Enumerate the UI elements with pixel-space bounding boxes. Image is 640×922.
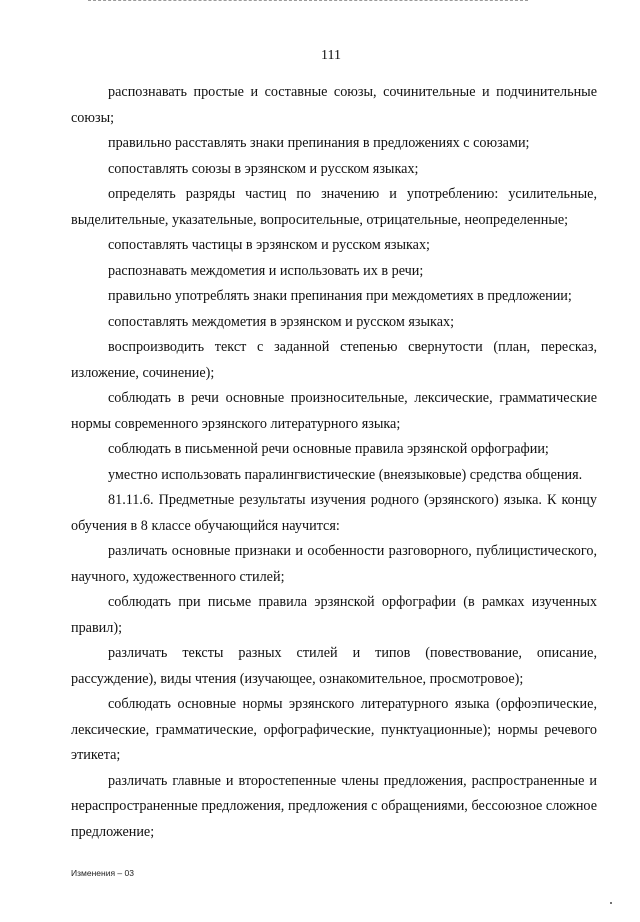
paragraph: различать основные признаки и особенности разговорного, публицистического, научного, художественного стилей; (71, 543, 597, 585)
paragraph: сопоставлять междометия в эрзянском и русском языках; (108, 313, 455, 330)
paragraph: уместно использовать паралингвистические (внеязыковые) средства общения. (108, 466, 583, 483)
footer-revision-note: Изменения – 03 (71, 868, 134, 878)
paragraph: соблюдать основные нормы эрзянского литературного языка (орфоэпические, лексические, грамматические, орфографические, пунктуационные); нормы речевого этикета; (71, 696, 597, 763)
paragraph: распознавать простые и составные союзы, сочинительные и подчинительные союзы; (71, 84, 597, 126)
section-paragraph: 81.11.6. Предметные результаты изучения родного (эрзянского) языка. К концу обучения в 8 классе обучающийся научится: (71, 492, 597, 534)
paragraph: различать главные и второстепенные члены предложения, распространенные и нераспространенные предложения, предложения с обращениями, бессоюзное сложное предложение; (71, 772, 597, 840)
paragraph: правильно употреблять знаки препинания при междометиях в предложении; (108, 288, 572, 304)
paragraph: воспроизводить текст с заданной степенью свернутости (план, пересказ, изложение, сочинение); (71, 339, 597, 381)
paragraph: правильно расставлять знаки препинания в предложениях с союзами; (108, 135, 530, 151)
paragraph: сопоставлять частицы в эрзянском и русском языках; (108, 237, 430, 253)
paragraph: распознавать междометия и использовать их в речи; (108, 262, 424, 279)
paragraph: сопоставлять союзы в эрзянском и русском языках; (108, 160, 419, 177)
page-number: 111 (321, 48, 341, 63)
page-top-edge (88, 0, 528, 2)
document-body (71, 80, 597, 845)
paragraph: соблюдать в письменной речи основные правила эрзянской орфографии; (108, 441, 549, 457)
paragraph: определять разряды частиц по значению и употреблению: усилительные, выделительные, указательные, вопросительные, отрицательные, неопределенные; (71, 186, 597, 228)
scan-dot (610, 902, 612, 904)
paragraph: соблюдать в речи основные произносительные, лексические, грамматические нормы современного эрзянского литературного языка; (71, 390, 597, 432)
paragraph: различать тексты разных стилей и типов (повествование, описание, рассуждение), виды чтения (изучающее, ознакомительное, просмотровое); (71, 645, 597, 687)
paragraph: соблюдать при письме правила эрзянской орфографии (в рамках изученных правил); (71, 594, 597, 636)
